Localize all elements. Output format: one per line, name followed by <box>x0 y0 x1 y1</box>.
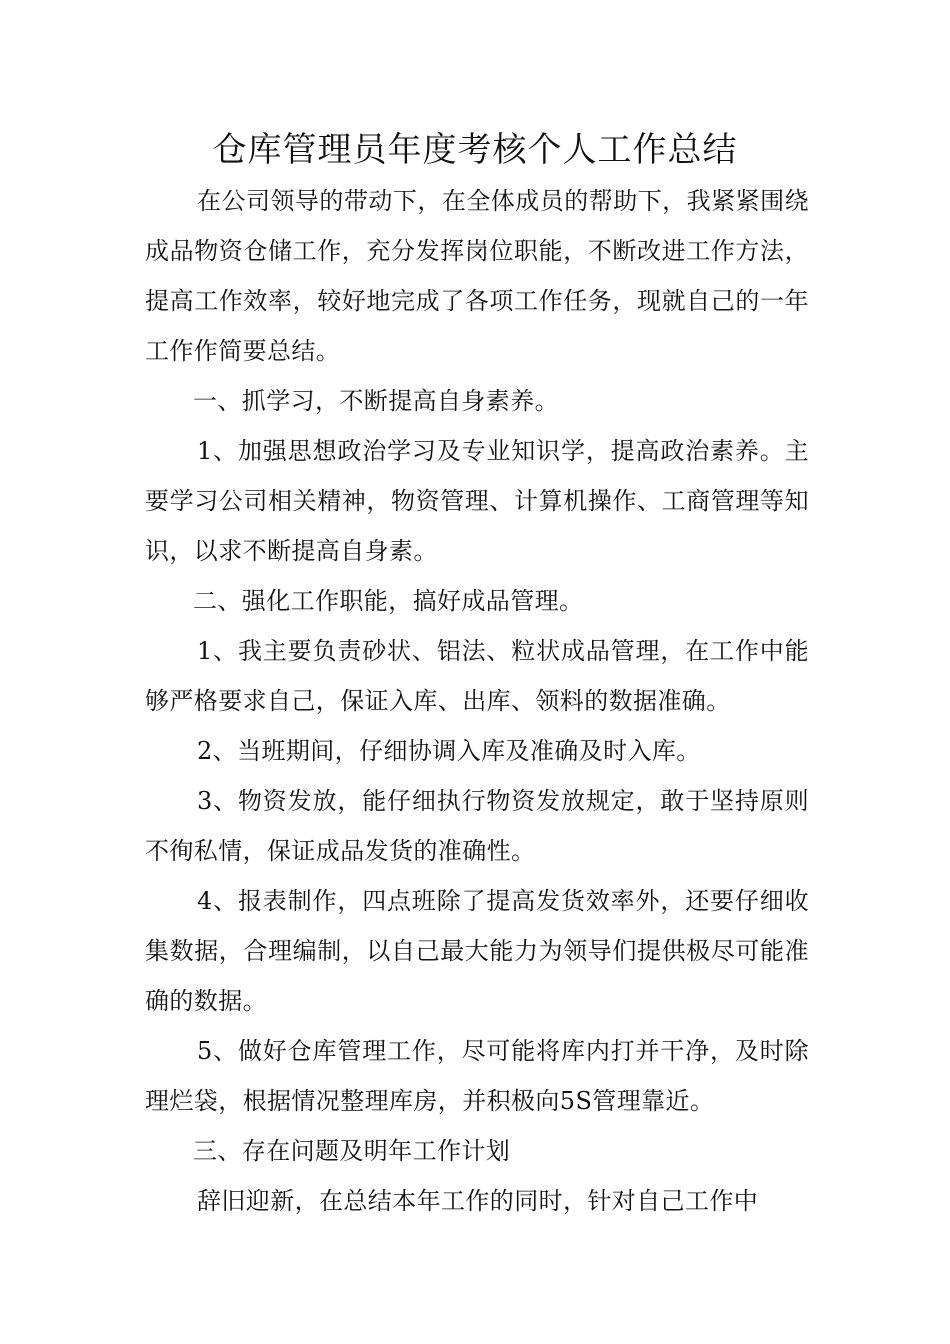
document-title: 仓库管理员年度考核个人工作总结 <box>212 130 738 170</box>
intro-paragraph: 在公司领导的带动下，在全体成员的帮助下，我紧紧围绕成品物资仓储工作，充分发挥岗位职能，不断改进工作方法，提高工作效率，较好地完成了各项工作任务，现就自己的一年工作作简要总结。 <box>145 187 809 365</box>
paragraph-2-4: 4、报表制作，四点班除了提高发货效率外，还要仔细收集数据，合理编制，以自己最大能力为领导们提供极尽可能准确的数据。 <box>145 887 809 1015</box>
paragraph-1-1: 1、加强思想政治学习及专业知识学，提高政治素养。主要学习公司相关精神，物资管理、计算机操作、工商管理等知识，以求不断提高自身素。 <box>145 437 809 565</box>
paragraph-3-1: 辞旧迎新，在总结本年工作的同时，针对自己工作中 <box>197 1187 759 1215</box>
section-heading-3: 三、存在问题及明年工作计划 <box>193 1137 511 1165</box>
section-heading-1: 一、抓学习，不断提高自身素养。 <box>193 387 559 415</box>
section-heading-2: 二、强化工作职能，搞好成品管理。 <box>193 587 584 615</box>
document-body <box>145 176 809 1226</box>
paragraph-2-1: 1、我主要负责砂状、铝法、粒状成品管理，在工作中能够严格要求自己，保证入库、出库、领料的数据准确。 <box>145 637 809 715</box>
paragraph-2-2: 2、当班期间，仔细协调入库及准确及时入库。 <box>197 737 701 765</box>
paragraph-2-5: 5、做好仓库管理工作，尽可能将库内打并干净，及时除理烂袋，根据情况整理库房，并积极向5S管理靠近。 <box>145 1037 809 1115</box>
paragraph-2-3: 3、物资发放，能仔细执行物资发放规定，敢于坚持原则不徇私情，保证成品发货的准确性。 <box>145 787 809 865</box>
